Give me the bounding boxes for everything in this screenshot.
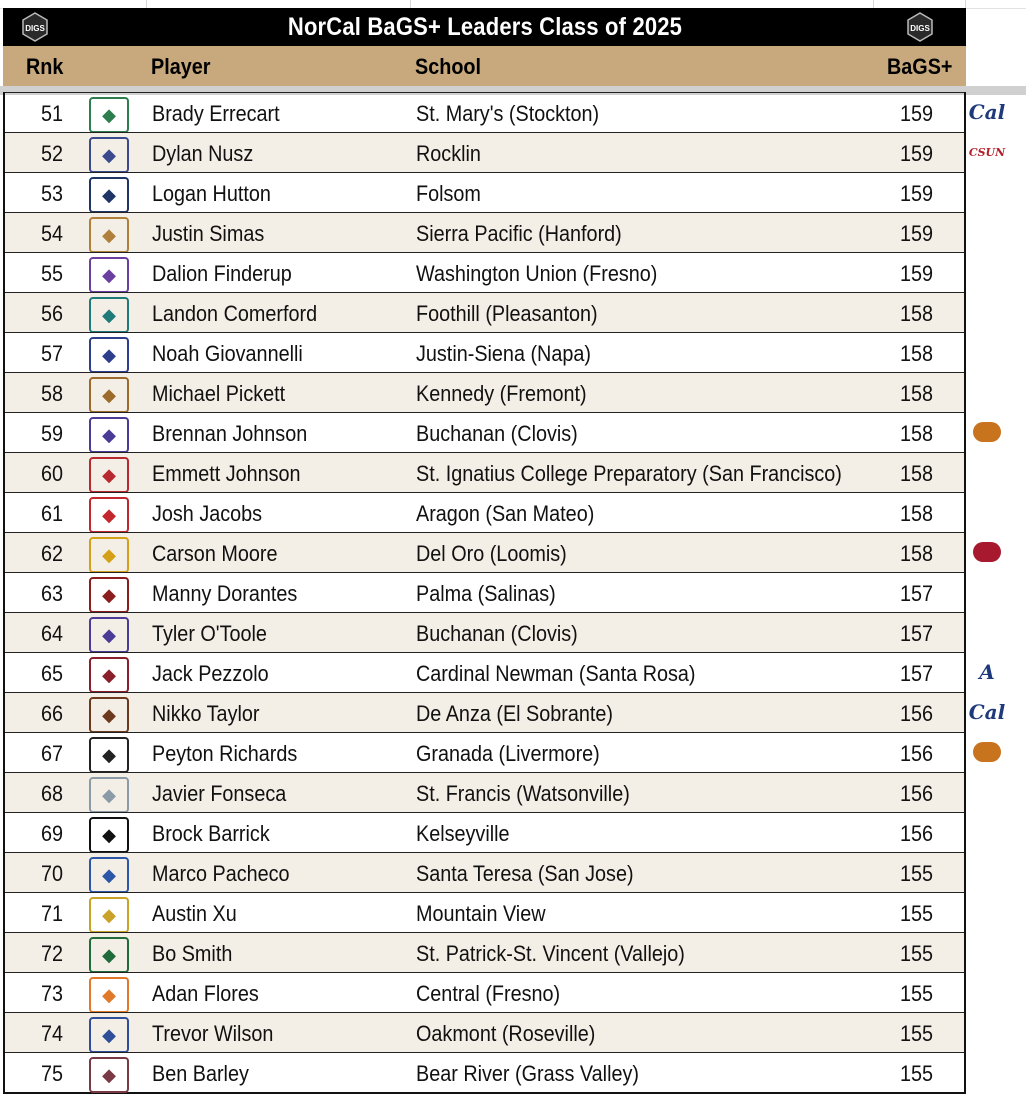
school-cell: Sierra Pacific (Hanford): [416, 221, 622, 246]
buchanan-logo: ◆: [89, 617, 129, 653]
score-cell: 158: [900, 421, 934, 446]
school-cell: Foothill (Pleasanton): [416, 301, 598, 326]
school-cell: St. Francis (Watsonville): [416, 781, 630, 806]
de-anza-logo: ◆: [89, 697, 129, 733]
score-cell: 159: [900, 101, 934, 126]
table-row[interactable]: [5, 532, 964, 572]
rank-cell: 69: [41, 821, 64, 846]
svg-text:DIGS: DIGS: [25, 24, 45, 33]
justin-siena-logo: ◆: [89, 337, 129, 373]
bear-river-logo: ◆: [89, 1057, 129, 1093]
score-cell: 159: [900, 181, 934, 206]
sierra-pacific-logo: ◆: [89, 217, 129, 253]
rank-cell: 64: [41, 621, 64, 646]
uc-davis-logo: [967, 656, 1007, 688]
score-cell: 155: [900, 941, 934, 966]
svg-text:DIGS: DIGS: [910, 24, 930, 33]
table-row[interactable]: [5, 492, 964, 532]
rank-cell: 66: [41, 701, 64, 726]
table-row[interactable]: [5, 972, 964, 1012]
granada-logo: ◆: [89, 737, 129, 773]
st-francis-logo: ◆: [89, 777, 129, 813]
rank-cell: 60: [41, 461, 64, 486]
csun-logo: [967, 136, 1007, 168]
rank-cell: 70: [41, 861, 64, 886]
st-patrick-logo: ◆: [89, 937, 129, 973]
sdsu-logo: [967, 536, 1007, 568]
school-cell: De Anza (El Sobrante): [416, 701, 614, 726]
score-cell: 159: [900, 141, 934, 166]
pacific-logo: [967, 416, 1007, 448]
table-row[interactable]: [5, 132, 964, 172]
school-cell: Mountain View: [416, 901, 546, 926]
table-row[interactable]: [5, 572, 964, 612]
header-rank[interactable]: Rnk: [26, 54, 64, 79]
table-row[interactable]: [5, 1012, 964, 1052]
column-divider: [873, 0, 874, 8]
kennedy-logo: ◆: [89, 377, 129, 413]
score-cell: 158: [900, 541, 934, 566]
player-cell: Bo Smith: [152, 941, 233, 966]
player-cell: Brennan Johnson: [152, 421, 308, 446]
column-divider: [146, 0, 147, 8]
cal-logo: [967, 696, 1007, 728]
rank-cell: 61: [41, 501, 64, 526]
table-row[interactable]: [5, 412, 964, 452]
cardinal-newman-logo: ◆: [89, 657, 129, 693]
leaderboard-table: [3, 92, 966, 1094]
rank-cell: 58: [41, 381, 64, 406]
score-cell: 155: [900, 861, 934, 886]
score-cell: 155: [900, 981, 934, 1006]
rank-cell: 53: [41, 181, 64, 206]
player-cell: Justin Simas: [152, 221, 265, 246]
rank-cell: 52: [41, 141, 64, 166]
rank-cell: 75: [41, 1061, 64, 1086]
score-cell: 156: [900, 821, 934, 846]
table-row[interactable]: [5, 812, 964, 852]
oakmont-logo: ◆: [89, 1017, 129, 1053]
player-cell: Logan Hutton: [152, 181, 271, 206]
leaderboard-header: [3, 8, 966, 86]
rank-cell: 73: [41, 981, 64, 1006]
score-cell: 158: [900, 501, 934, 526]
score-cell: 156: [900, 701, 934, 726]
mountain-view-logo: ◆: [89, 897, 129, 933]
school-cell: St. Mary's (Stockton): [416, 101, 600, 126]
school-cell: Kennedy (Fremont): [416, 381, 587, 406]
score-cell: 158: [900, 341, 934, 366]
table-row[interactable]: [5, 852, 964, 892]
table-row[interactable]: [5, 452, 964, 492]
table-row[interactable]: [5, 652, 964, 692]
table-row[interactable]: [5, 292, 964, 332]
school-cell: Buchanan (Clovis): [416, 421, 578, 446]
folsom-logo: ◆: [89, 177, 129, 213]
page-title: NorCal BaGS+ Leaders Class of 2025: [287, 12, 682, 41]
santa-teresa-logo: ◆: [89, 857, 129, 893]
score-cell: 159: [900, 261, 934, 286]
table-row[interactable]: [5, 372, 964, 412]
score-cell: 158: [900, 461, 934, 486]
foothill-logo: ◆: [89, 297, 129, 333]
player-cell: Brock Barrick: [152, 821, 270, 846]
rank-cell: 67: [41, 741, 64, 766]
rank-cell: 51: [41, 101, 64, 126]
player-cell: Austin Xu: [152, 901, 237, 926]
player-cell: Peyton Richards: [152, 741, 298, 766]
buchanan-logo: ◆: [89, 417, 129, 453]
palma-logo: ◆: [89, 577, 129, 613]
table-row[interactable]: [5, 772, 964, 812]
player-cell: Tyler O'Toole: [152, 621, 267, 646]
score-cell: 155: [900, 1061, 934, 1086]
player-cell: Dalion Finderup: [152, 261, 292, 286]
school-cell: Bear River (Grass Valley): [416, 1061, 639, 1086]
school-cell: Aragon (San Mateo): [416, 501, 595, 526]
player-cell: Manny Dorantes: [152, 581, 298, 606]
digs-logo-left: [20, 12, 50, 42]
title-bar: [3, 8, 966, 46]
rocklin-logo: ◆: [89, 137, 129, 173]
player-cell: Jack Pezzolo: [152, 661, 269, 686]
table-row[interactable]: [5, 92, 964, 132]
column-header-row: [3, 46, 966, 86]
rank-cell: 57: [41, 341, 64, 366]
score-cell: 157: [900, 581, 934, 606]
player-cell: Carson Moore: [152, 541, 278, 566]
player-cell: Brady Errecart: [152, 101, 280, 126]
score-cell: 155: [900, 1021, 934, 1046]
school-cell: Cardinal Newman (Santa Rosa): [416, 661, 696, 686]
school-cell: Central (Fresno): [416, 981, 561, 1006]
header-score[interactable]: BaGS+: [887, 54, 953, 79]
school-cell: Santa Teresa (San Jose): [416, 861, 634, 886]
score-cell: 156: [900, 781, 934, 806]
commit-logo-text: Cal: [968, 700, 1006, 724]
player-cell: Emmett Johnson: [152, 461, 301, 486]
table-row[interactable]: [5, 1052, 964, 1092]
table-row[interactable]: [5, 692, 964, 732]
column-divider: [965, 0, 966, 8]
school-cell: St. Patrick-St. Vincent (Vallejo): [416, 941, 685, 966]
player-cell: Michael Pickett: [152, 381, 286, 406]
rank-cell: 72: [41, 941, 64, 966]
rank-cell: 59: [41, 421, 64, 446]
washington-union-logo: ◆: [89, 257, 129, 293]
rank-cell: 74: [41, 1021, 64, 1046]
player-cell: Nikko Taylor: [152, 701, 260, 726]
table-row[interactable]: [5, 172, 964, 212]
aragon-logo: ◆: [89, 497, 129, 533]
st-ignatius-logo: ◆: [89, 457, 129, 493]
table-row[interactable]: [5, 612, 964, 652]
player-cell: Javier Fonseca: [152, 781, 287, 806]
table-row[interactable]: [5, 732, 964, 772]
player-cell: Dylan Nusz: [152, 141, 254, 166]
del-oro-logo: ◆: [89, 537, 129, 573]
rank-cell: 56: [41, 301, 64, 326]
commit-logo-text: CSUN: [968, 145, 1006, 159]
pacific-tiger-logo: [967, 736, 1007, 768]
rank-cell: 63: [41, 581, 64, 606]
score-cell: 157: [900, 621, 934, 646]
school-cell: Kelseyville: [416, 821, 510, 846]
rank-cell: 62: [41, 541, 64, 566]
header-school[interactable]: School: [415, 54, 482, 79]
header-player[interactable]: Player: [151, 54, 211, 79]
school-cell: Oakmont (Roseville): [416, 1021, 596, 1046]
school-cell: Folsom: [416, 181, 481, 206]
cal-logo: [967, 96, 1007, 128]
player-cell: Marco Pacheco: [152, 861, 290, 886]
school-cell: Granada (Livermore): [416, 741, 600, 766]
table-row[interactable]: [5, 212, 964, 252]
table-row[interactable]: [5, 332, 964, 372]
score-cell: 158: [900, 301, 934, 326]
stmarys-logo: ◆: [89, 97, 129, 133]
school-cell: Justin-Siena (Napa): [416, 341, 591, 366]
score-cell: 159: [900, 221, 934, 246]
player-cell: Ben Barley: [152, 1061, 249, 1086]
player-cell: Adan Flores: [152, 981, 259, 1006]
school-cell: Del Oro (Loomis): [416, 541, 567, 566]
school-cell: St. Ignatius College Preparatory (San Francisco): [416, 461, 842, 486]
column-divider: [410, 0, 411, 8]
school-cell: Rocklin: [416, 141, 481, 166]
score-cell: 156: [900, 741, 934, 766]
kelseyville-logo: ◆: [89, 817, 129, 853]
player-cell: Noah Giovannelli: [152, 341, 303, 366]
score-cell: 155: [900, 901, 934, 926]
school-cell: Buchanan (Clovis): [416, 621, 578, 646]
school-cell: Washington Union (Fresno): [416, 261, 658, 286]
rank-cell: 65: [41, 661, 64, 686]
rank-cell: 71: [41, 901, 64, 926]
table-row[interactable]: [5, 252, 964, 292]
commit-logo-text: A: [979, 660, 995, 684]
player-cell: Josh Jacobs: [152, 501, 263, 526]
player-cell: Landon Comerford: [152, 301, 318, 326]
school-cell: Palma (Salinas): [416, 581, 556, 606]
rank-cell: 55: [41, 261, 64, 286]
rank-cell: 54: [41, 221, 64, 246]
table-row[interactable]: [5, 892, 964, 932]
player-cell: Trevor Wilson: [152, 1021, 274, 1046]
table-row[interactable]: [5, 932, 964, 972]
central-logo: ◆: [89, 977, 129, 1013]
score-cell: 157: [900, 661, 934, 686]
rank-cell: 68: [41, 781, 64, 806]
commit-logo-text: Cal: [968, 100, 1006, 124]
score-cell: 158: [900, 381, 934, 406]
digs-logo-right: [905, 12, 935, 42]
